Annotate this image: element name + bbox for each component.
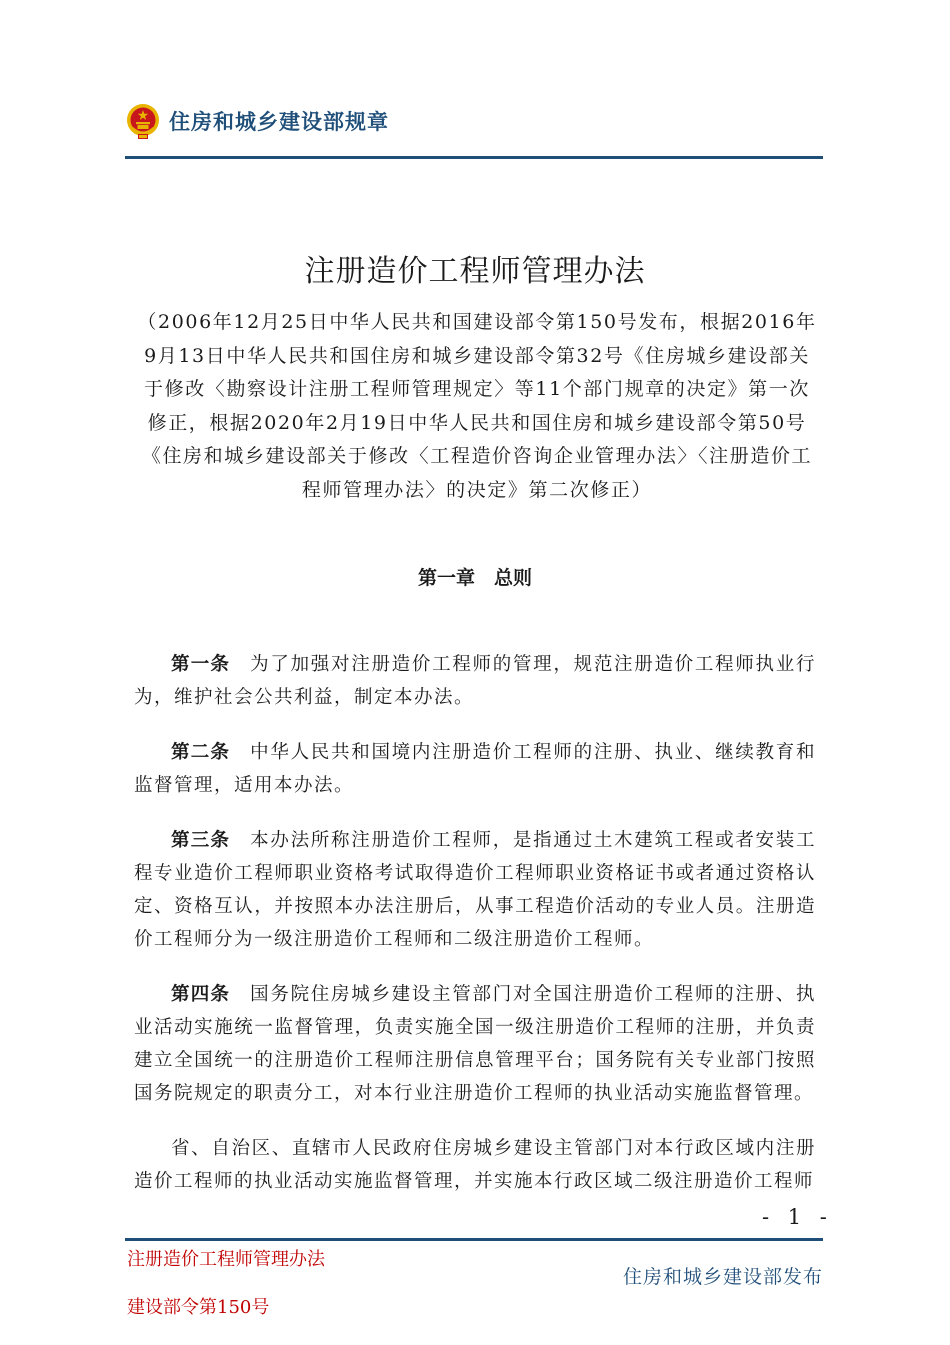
- document-body: [134, 648, 816, 1220]
- continuation-paragraph: 省、自治区、直辖市人民政府住房城乡建设主管部门对本行政区域内注册造价工程师的执业活动实施监督管理，并实施本行政区域二级注册造价工程师: [134, 1138, 816, 1192]
- article-label: 第三条: [171, 830, 231, 851]
- article-text: 中华人民共和国境内注册造价工程师的注册、执业、继续教育和监督管理，适用本办法。: [134, 742, 816, 796]
- article-text: 本办法所称注册造价工程师，是指通过土木建筑工程或者安装工程专业造价工程师职业资格考试取得造价工程师职业资格证书或者通过资格认定、资格互认，并按照本办法注册后，从事工程造价活动的专业人员。注册造价工程师分为一级注册造价工程师和二级注册造价工程师。: [134, 830, 816, 950]
- footer-divider: [125, 1238, 823, 1241]
- page-header: [125, 102, 823, 159]
- page-number: - 1 -: [762, 1205, 833, 1229]
- article-paragraph: [134, 978, 816, 1110]
- article-label: 第四条: [171, 984, 231, 1005]
- article-paragraph: [134, 824, 816, 956]
- article-label: 第二条: [171, 742, 231, 763]
- footer-publisher: 住房和城乡建设部发布: [622, 1266, 823, 1288]
- footer-document-name: 注册造价工程师管理办法: [127, 1249, 325, 1270]
- article-text: 国务院住房城乡建设主管部门对全国注册造价工程师的注册、执业活动实施统一监督管理，负责实施全国一级注册造价工程师的注册，并负责建立全国统一的注册造价工程师注册信息管理平台；国务院有关专业部门按照国务院规定的职责分工，对本行业注册造价工程师的执业活动实施监督管理。: [134, 984, 816, 1104]
- document-subtitle: （2006年12月25日中华人民共和国建设部令第150号发布，根据2016年9月13日中华人民共和国住房和城乡建设部令第32号《住房城乡建设部关于修改〈勘察设计注册工程师管理规定〉等11个部门规章的决定》第一次修正，根据2020年2月19日中华人民共和国住房和城乡建设部令第50号《住房和城乡建设部关于修改〈工程造价咨询企业管理办法〉〈注册造价工程师管理办法〉的决定》第二次修正）: [137, 311, 817, 501]
- article-text: 为了加强对注册造价工程师的管理，规范注册造价工程师执业行为，维护社会公共利益，制定本办法。: [134, 654, 816, 708]
- header-title: 住房和城乡建设部规章: [169, 110, 389, 134]
- document-title: 注册造价工程师管理办法: [304, 254, 646, 289]
- chapter-heading: 第一章 总则: [417, 567, 532, 589]
- national-emblem-icon: [125, 102, 161, 140]
- article-paragraph: [134, 736, 816, 802]
- article-label: 第一条: [171, 654, 231, 675]
- article-paragraph: [134, 648, 816, 714]
- footer-decree-number: 建设部令第150号: [127, 1297, 270, 1318]
